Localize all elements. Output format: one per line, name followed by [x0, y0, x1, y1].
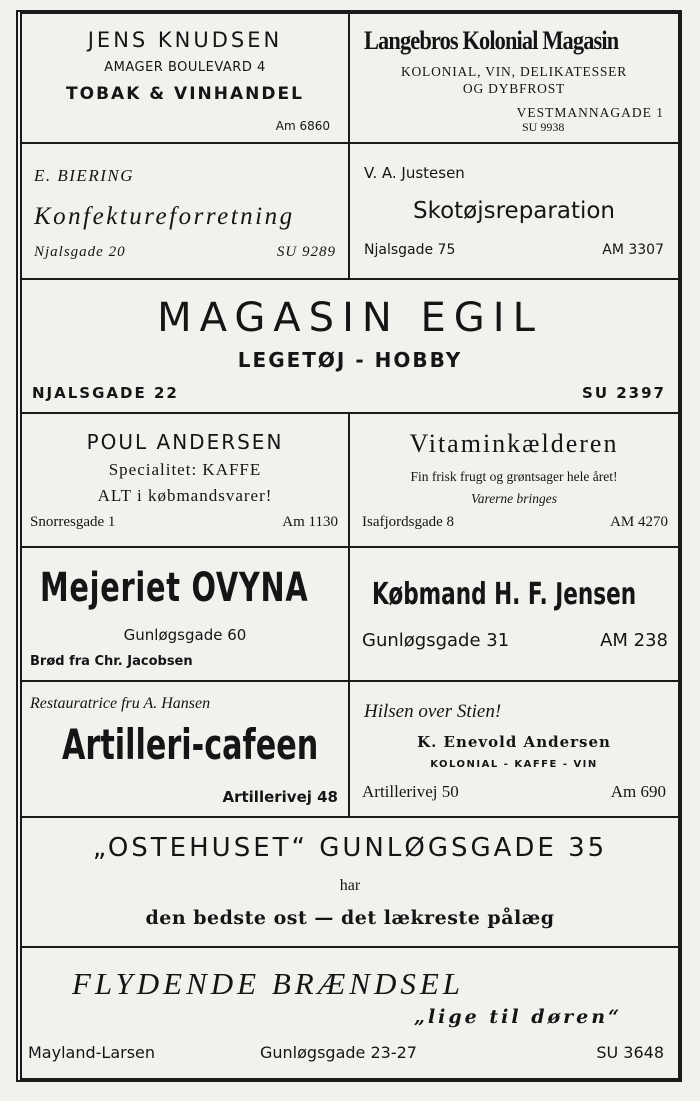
ad-trade: Skotøjsreparation — [412, 198, 616, 224]
ad-headline: FLYDENDE BRÆNDSEL — [72, 966, 465, 1001]
ad-enevold-andersen — [348, 680, 680, 818]
ad-line-2: OG DYBFROST — [462, 81, 566, 96]
ad-langebros — [348, 12, 680, 144]
ad-address: VESTMANNAGADE 1 — [516, 105, 664, 120]
ad-line-1: har — [339, 877, 361, 894]
ad-trade: Konfektureforretning — [34, 203, 295, 230]
ad-vitaminkaelderen — [348, 412, 680, 548]
ad-line-2: ALT i købmandsvarer! — [97, 486, 273, 505]
ad-hf-jensen — [348, 546, 680, 682]
ad-flydende-braendsel — [20, 946, 680, 1080]
ad-headline: „OSTEHUSET“ GUNLØGSGADE 35 — [92, 833, 608, 863]
ad-line-1: KOLONIAL, VIN, DELIKATESSER — [400, 64, 628, 79]
ad-name: Mejeriet OVYNA — [40, 565, 309, 611]
ad-slogan: „lige til døren“ — [414, 1006, 622, 1028]
ad-greeting: Hilsen over Stien! — [364, 701, 502, 722]
ad-name: Vitaminkælderen — [409, 429, 619, 458]
ad-trade: KOLONIAL - KAFFE - VIN — [430, 759, 598, 770]
ad-name: Købmand H. F. Jensen — [372, 577, 637, 612]
ad-contact-name: Mayland-Larsen — [28, 1043, 156, 1062]
ad-jens-knudsen — [20, 12, 350, 144]
ad-address: Artillerivej 50 — [362, 782, 459, 801]
ad-address: AMAGER BOULEVARD 4 — [104, 60, 266, 75]
ad-line-2: den bedste ost — det lækreste pålæg — [145, 907, 555, 929]
ad-phone: AM 238 — [600, 630, 668, 651]
ad-line-1: Fin frisk frugt og grøntsager hele året! — [410, 469, 618, 484]
ad-phone: SU 2397 — [582, 384, 666, 402]
ad-name: V. A. Justesen — [364, 164, 465, 182]
ad-phone: SU 9289 — [276, 244, 336, 260]
ad-phone: AM 3307 — [602, 242, 664, 258]
ad-justesen — [348, 142, 680, 280]
ad-mejeriet-ovyna — [20, 546, 350, 682]
ad-phone: Am 690 — [610, 782, 666, 801]
ad-name: JENS KNUDSEN — [87, 28, 283, 52]
ad-biering — [20, 142, 350, 280]
ad-address: Gunløgsgade 60 — [123, 626, 247, 644]
ad-name: MAGASIN EGIL — [157, 295, 543, 341]
ad-address: Njalsgade 20 — [34, 244, 126, 260]
ad-magasin-egil — [20, 278, 680, 414]
ad-phone: SU 9938 — [522, 120, 565, 134]
ad-address: Isafjordsgade 8 — [362, 514, 455, 530]
ad-name: K. Enevold Andersen — [417, 733, 611, 751]
ad-ostehuset — [20, 816, 680, 948]
ad-phone: Am 6860 — [275, 119, 330, 133]
ad-name: POUL ANDERSEN — [86, 430, 284, 454]
ad-line-1: Specialitet: KAFFE — [108, 460, 262, 479]
ad-address: Njalsgade 75 — [364, 242, 456, 258]
ad-address: Snorresgade 1 — [30, 514, 116, 530]
ad-trade: LEGETØJ - HOBBY — [237, 348, 463, 372]
ad-address: Artillerivej 48 — [222, 788, 338, 806]
ad-phone: AM 4270 — [610, 514, 668, 530]
ad-line-2: Varerne bringes — [470, 491, 558, 506]
ad-poul-andersen — [20, 412, 350, 548]
ad-artilleri-cafeen — [20, 680, 350, 818]
ad-name: E. BIERING — [34, 166, 134, 185]
ad-name: Artilleri-cafeen — [62, 720, 319, 769]
ad-phone: SU 3648 — [596, 1043, 664, 1062]
ad-trade: TOBAK & VINHANDEL — [66, 84, 304, 104]
ad-address: Gunløgsgade 31 — [362, 630, 510, 651]
ad-address: NJALSGADE 22 — [32, 384, 179, 402]
ad-owner: Restauratrice fru A. Hansen — [30, 695, 211, 712]
ad-phone: Am 1130 — [282, 514, 338, 530]
ad-address: Gunløgsgade 23-27 — [260, 1043, 417, 1062]
ad-note: Brød fra Chr. Jacobsen — [30, 654, 193, 669]
ad-name: Langebros Kolonial Magasin — [364, 26, 619, 55]
